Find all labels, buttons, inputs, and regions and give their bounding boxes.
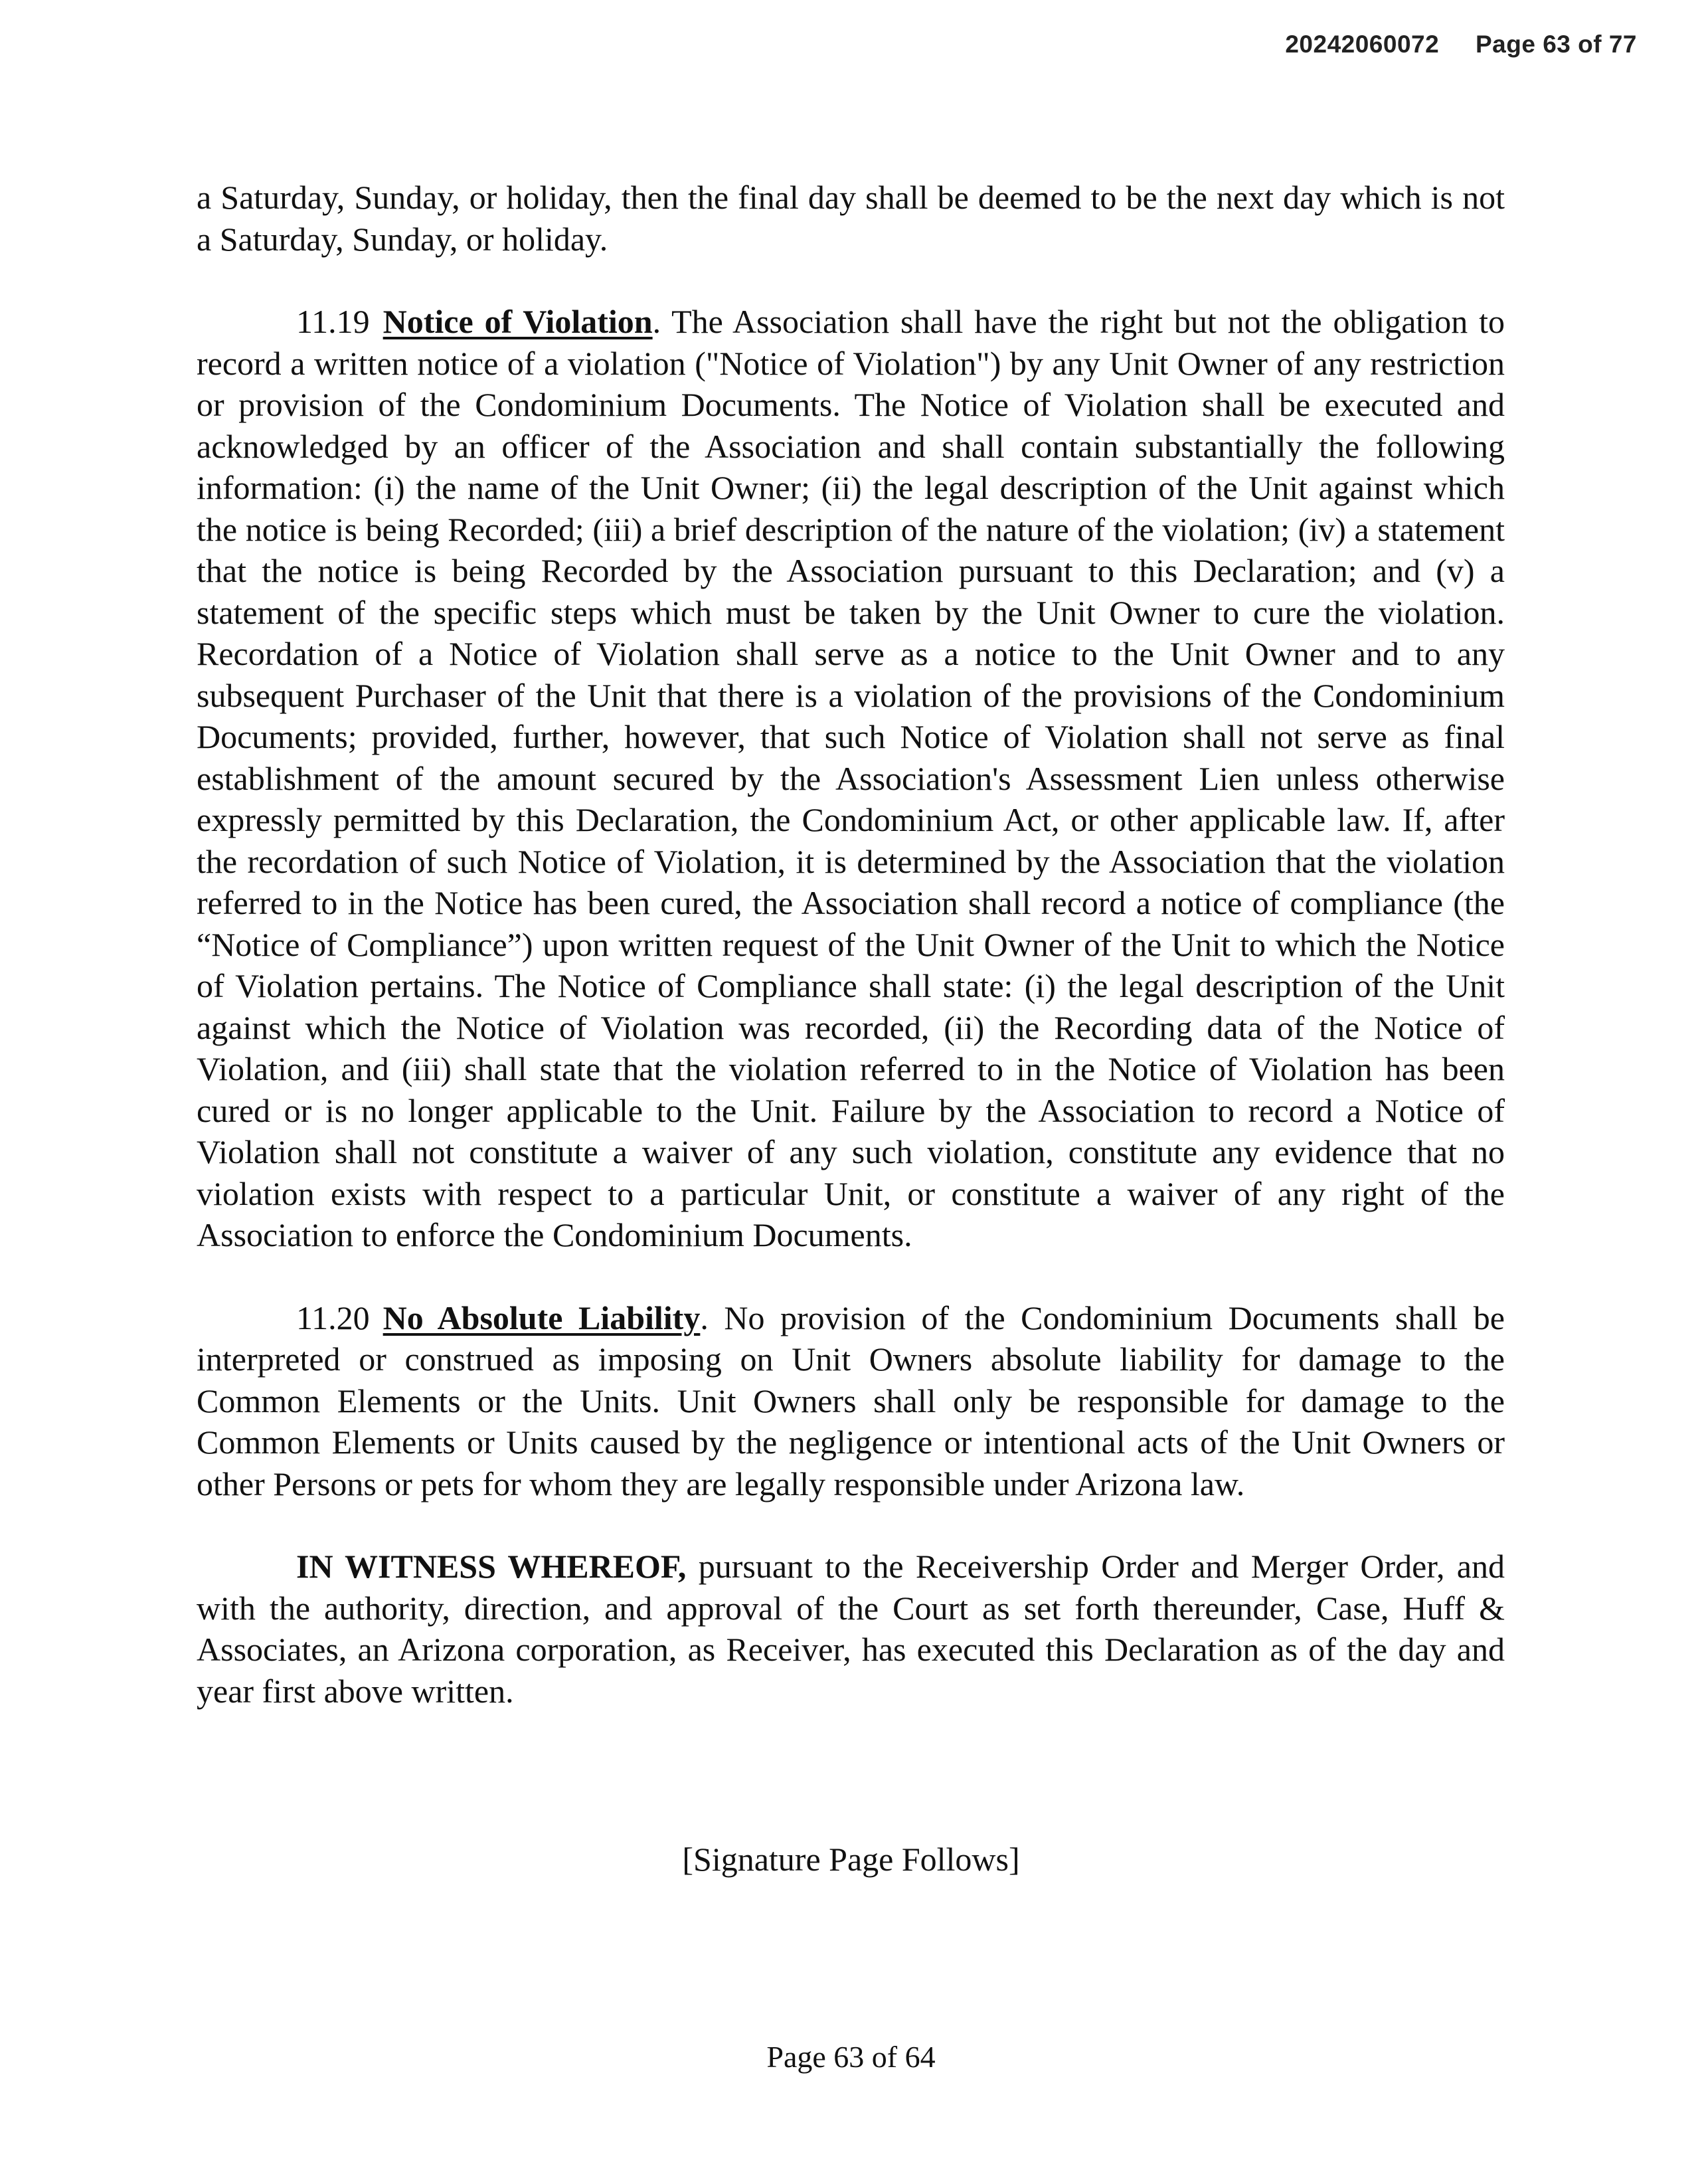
recording-page-label: Page 63 of 77 [1475,31,1637,58]
recording-number: 20242060072 [1285,31,1440,58]
witness-paragraph [197,1546,1505,1712]
recording-stamp [1285,31,1637,58]
signature-page-note: [Signature Page Follows] [682,1841,1020,1878]
section-11-20-paragraph [197,1297,1505,1505]
section-11-20-body: . No provision of the Condominium Documents shall be interpreted or construed as imposing on Unit Owners absolute liability for damage to the Common Elements or the Units. Unit Owners shall only be responsible for damage to the Common Elements or Units caused by the negligence or intentional acts of the Unit Owners or other Persons or pets for whom they are legally responsible under Arizona law. [197,1299,1505,1502]
continuation-paragraph: a Saturday, Sunday, or holiday, then the final day shall be deemed to be the next day which is not a Saturday, Sunday, or holiday. [197,179,1505,258]
section-11-19-body: . The Association shall have the right but not the obligation to record a written notice of a violation ("Notice of Violation") by any Unit Owner of any restriction or provision of the Condominium Documents. The Notice of Violation shall be executed and acknowledged by an officer of the Association and shall contain substantially the following information: (i) the name of the Unit Owner; (ii) the legal description of the Unit against which the notice is being Recorded; (iii) a brief description of the nature of the violation; (iv) a statement that the notice is being Recorded by the Association pursuant to this Declaration; and (v) a statement of the specific steps which must be taken by the Unit Owner to cure the violation. Recordation of a Notice of Violation shall serve as a notice to the Unit Owner and to any subsequent Purchaser of the Unit that there is a violation of the provisions of the Condominium Documents; provided, further, however, that such Notice of Violation shall not serve as final establishment of the amount secured by the Association's Assessment Lien unless otherwise expressly permitted by this Declaration, the Condominium Act, or other applicable law. If, after the recordation of such Notice of Violation, it is determined by the Association that the violation referred to in the Notice has been cured, the Association shall record a notice of compliance (the “Notice of Compliance”) upon written request of the Unit Owner of the Unit to which the Notice of Violation pertains. The Notice of Compliance shall state: (i) the legal description of the Unit against which the Notice of Violation was recorded, (ii) the Recording data of the Notice of Violation, and (iii) shall state that the violation referred to in the Notice of Violation has been cured or is no longer applicable to the Unit. Failure by the Association to record a Notice of Violation shall not constitute a waiver of any such violation, constitute any evidence that no violation exists with respect to a particular Unit, or constitute a waiver of any right of the Association to enforce the Condominium Documents. [197,303,1505,1253]
section-11-20-number: 11.20 [296,1299,370,1336]
document-body [197,177,1505,1753]
section-11-20-title: No Absolute Liability [383,1299,701,1336]
section-11-19-paragraph [197,301,1505,1256]
witness-body: pursuant to the Receivership Order and Merger Order, and with the authority, direction, and approval of the Court as set forth thereunder, Case, Huff & Associates, an Arizona corporation, as Receiver, has executed this Declaration as of the day and year first above written. [197,1548,1505,1710]
section-11-19-number: 11.19 [296,303,370,340]
witness-lead: IN WITNESS WHEREOF, [296,1548,687,1585]
section-11-19-title: Notice of Violation [383,303,653,340]
page-footer: Page 63 of 64 [766,2040,936,2074]
